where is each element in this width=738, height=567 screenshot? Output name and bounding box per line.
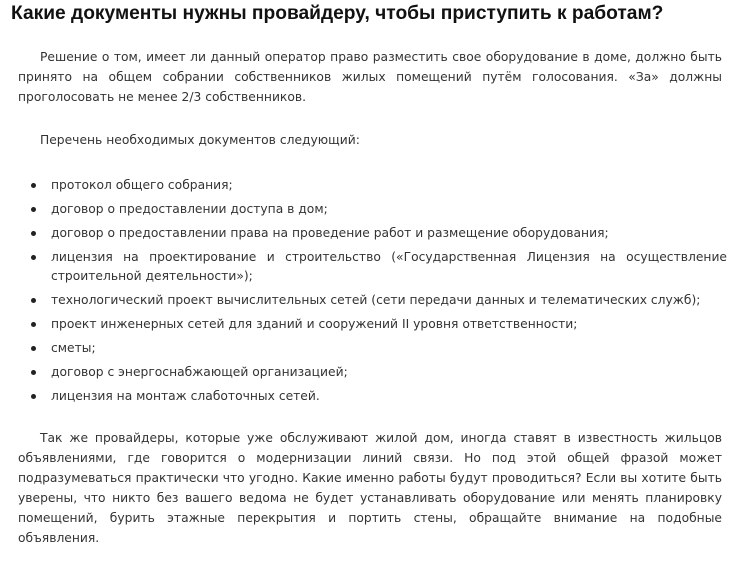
list-item-text: лицензия на проектирование и строительство («Государственная Лицензия на осуществление строительной деятельности»); bbox=[51, 250, 727, 283]
list-item bbox=[30, 291, 727, 310]
list-item-text: проект инженерных сетей для зданий и сооружений II уровня ответственности; bbox=[51, 317, 578, 331]
list-item-text: лицензия на монтаж слаботочных сетей. bbox=[51, 389, 320, 403]
intro-paragraph: Решение о том, имеет ли данный оператор право разместить свое оборудование в доме, должно быть принято на общем собрании собственников жилых помещений путём голосования. «За» должны проголосовать не менее 2/3 собственников. bbox=[18, 50, 722, 104]
bullet-icon bbox=[31, 183, 36, 188]
list-item-text: технологический проект вычислительных сетей (сети передачи данных и телематических служб); bbox=[51, 293, 701, 307]
bullet-icon bbox=[31, 370, 36, 375]
list-item bbox=[30, 387, 727, 406]
list-item bbox=[30, 248, 727, 286]
bullet-icon bbox=[31, 207, 36, 212]
bullet-icon bbox=[31, 346, 36, 351]
article-title: Какие документы нужны провайдеру, чтобы приступить к работам? bbox=[11, 3, 664, 24]
list-item-text: протокол общего собрания; bbox=[51, 178, 233, 192]
list-item-text: сметы; bbox=[51, 341, 96, 355]
outro-paragraph: Так же провайдеры, которые уже обслуживают жилой дом, иногда ставят в известность жильцов объявлениями, где говорится о модернизации линий связи. Но под этой общей фразой может подразумеваться практически что угодно. Какие именно работы будут проводиться? Если вы хотите быть уверены, что никто без вашего ведома не будет устанавливать оборудование или менять планировку помещений, бурить этажные перекрытия и портить стены, обращайте внимание на подобные объявления. bbox=[18, 431, 722, 545]
list-item bbox=[30, 200, 727, 219]
list-item bbox=[30, 363, 727, 382]
documents-list bbox=[30, 176, 727, 411]
list-item-text: договор с энергоснабжающей организацией; bbox=[51, 365, 348, 379]
list-item-text: договор о предоставлении доступа в дом; bbox=[51, 202, 328, 216]
bullet-icon bbox=[31, 298, 36, 303]
list-lead-paragraph: Перечень необходимых документов следующий: bbox=[40, 133, 360, 147]
bullet-icon bbox=[31, 394, 36, 399]
list-item bbox=[30, 339, 727, 358]
list-item bbox=[30, 315, 727, 334]
bullet-icon bbox=[31, 231, 36, 236]
bullet-icon bbox=[31, 255, 36, 260]
list-item-text: договор о предоставлении права на проведение работ и размещение оборудования; bbox=[51, 226, 609, 240]
bullet-icon bbox=[31, 322, 36, 327]
list-item bbox=[30, 224, 727, 243]
list-item bbox=[30, 176, 727, 195]
